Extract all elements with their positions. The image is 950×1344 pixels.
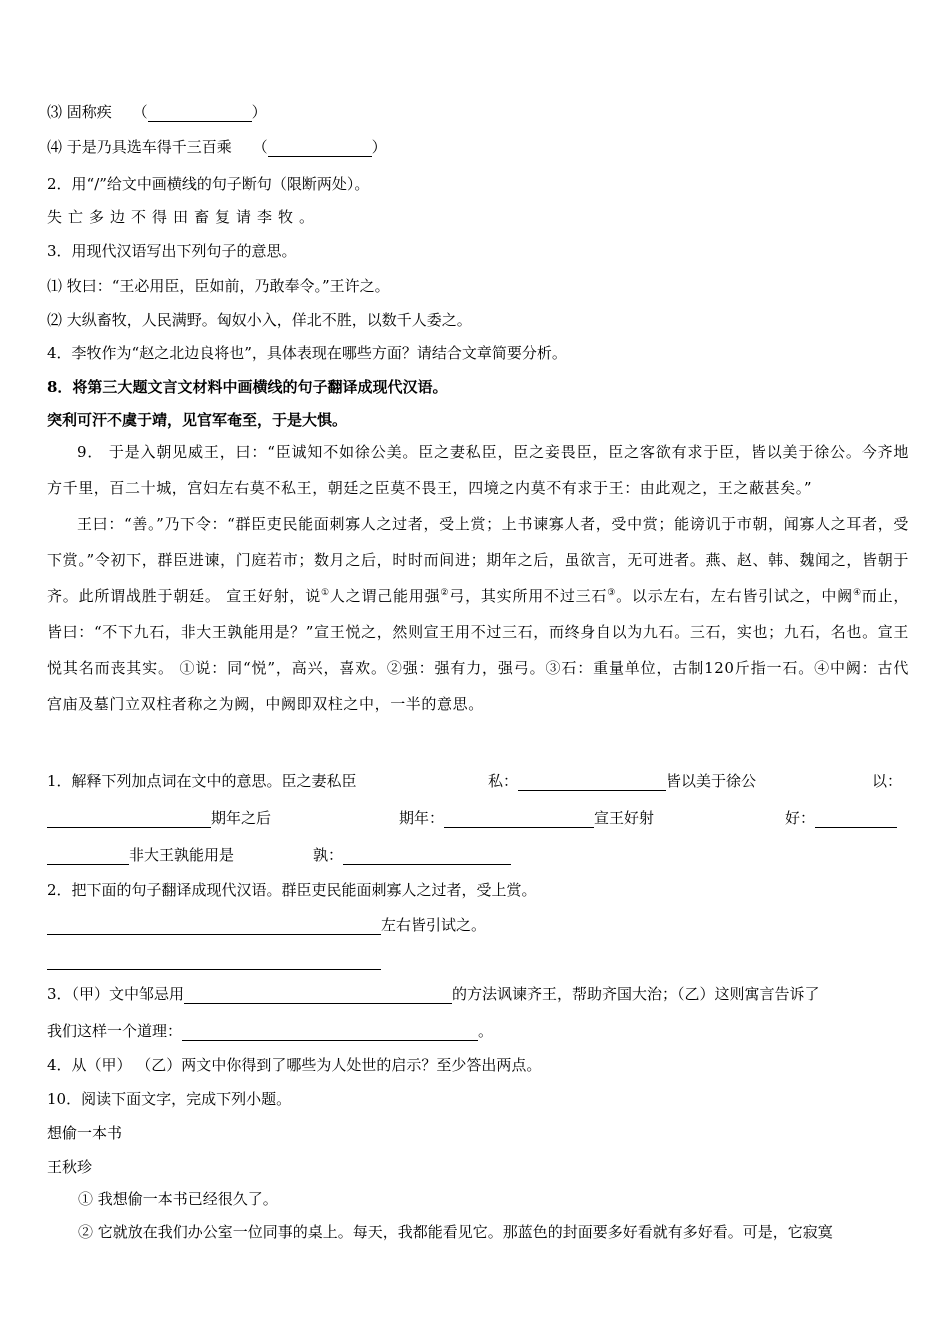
q9-q1-row3: 非大王孰能用是 <box>47 845 234 865</box>
q8-prompt: 8．将第三大题文言文材料中画横线的句子翻译成现代汉语。 <box>47 378 448 396</box>
footnote-marker: ④ <box>852 588 862 598</box>
answer-blank[interactable] <box>47 918 381 935</box>
q4-prompt: 4．李牧作为“赵之北边良将也”，具体表现在哪些方面？请结合文章简要分析。 <box>47 344 567 362</box>
q9-q1-a: 私： 皆以美于徐公 <box>488 772 757 790</box>
q9-q2-row3 <box>47 950 381 970</box>
q9-q1-d: 好： <box>785 808 897 828</box>
answer-blank[interactable] <box>184 987 452 1004</box>
answer-blank[interactable] <box>148 105 252 122</box>
q9-q1-row2: 期年之后 <box>47 808 271 828</box>
answer-blank[interactable] <box>182 1024 478 1041</box>
q2-sentence: 失亡多边不得田畜复请李牧。 <box>47 208 321 226</box>
answer-blank[interactable] <box>47 811 211 828</box>
q10-paragraph-1: ① 我想偷一本书已经很久了。 <box>78 1190 278 1208</box>
q10-paragraph-2: ② 它就放在我们办公室一位同事的桌上。每天，我都能看见它。那蓝色的封面要多好看就有多好看。可是，它寂寞 <box>78 1223 833 1241</box>
answer-blank[interactable] <box>47 953 381 970</box>
q9-q2-prompt: 2．把下面的句子翻译成现代汉语。群臣吏民能面刺寡人之过者，受上赏。 <box>47 881 537 899</box>
q9-q1-e: 孰： <box>313 845 511 865</box>
q9-paragraph-2: 王曰：“善。”乃下令：“群臣吏民能面刺寡人之过者，受上赏；上书谏寡人者，受中赏；能谤讥于市朝，闻寡人之耳者，受下赏。”令初下，群臣进谏，门庭若市；数月之后，时时而间进；期年之后，虽欲言，无可进者。燕、赵、韩、魏闻之，皆朝于齐。此所谓战胜于朝廷。 宣王好射，说①人之谓己能用强②弓，其实所用不过三石③。以示左右，左右皆引试之，中阙④而止，皆曰：“不下九石，非大王孰能用是？”宣王悦之，然则宣王用不过三石，而终身自以为九石。三石，实也；九石，名也。宣王悦其名而丧其实。 ①说：同“悦”，高兴，喜欢。②强：强有力，强弓。③石：重量单位，古制120斤指一石。④中阙：古代宫庙及墓门立双柱者称之为阙，中阙即双柱之中，一半的意思。 <box>47 515 909 713</box>
footnote-marker: ③ <box>607 588 617 598</box>
q9-q2-row2: 左右皆引试之。 <box>47 915 486 935</box>
q10-prompt: 10．阅读下面文字，完成下列小题。 <box>47 1090 292 1108</box>
q10-title: 想偷一本书 <box>47 1124 123 1142</box>
q3-item-4: ⑷ 于是乃具选车得千三百乘 （ ） <box>47 138 387 156</box>
q3-prompt: 3．用现代汉语写出下列句子的意思。 <box>47 242 297 260</box>
q3-sentence-2: ⑵ 大纵畜牧，人民满野。匈奴小入，佯北不胜，以数千人委之。 <box>47 311 472 329</box>
q2-prompt: 2．用“/”给文中画横线的句子断句（限断两处）。 <box>47 175 370 193</box>
q3-item-3: ⑶ 固称疾 （ ） <box>47 103 267 121</box>
q9-passage <box>47 434 909 722</box>
q9-q4-prompt: 4．从（甲） （乙）两文中你得到了哪些为人处世的启示？至少答出两点。 <box>47 1056 542 1074</box>
q9-notes: ①说：同“悦”，高兴，喜欢。②强：强有力，强弓。③石：重量单位，古制120斤指一石。④中阙：古代宫庙及墓门立双柱者称之为阙，中阙即双柱之中，一半的意思。 <box>47 659 909 713</box>
q3-sentence-1: ⑴ 牧曰：“王必用臣，臣如前，乃敢奉令。”王许之。 <box>47 277 390 295</box>
answer-blank[interactable] <box>47 848 129 865</box>
answer-blank[interactable] <box>343 848 511 865</box>
q10-author: 王秋珍 <box>47 1158 93 1176</box>
footnote-marker: ② <box>440 588 450 598</box>
answer-blank[interactable] <box>518 774 666 791</box>
q9-q3-line2: 我们这样一个道理： 。 <box>47 1022 494 1040</box>
q9-q3-line1: 3．（甲）文中邹忌用 的方法讽谏齐王，帮助齐国大治；（乙）这则寓言告诉了 <box>47 985 820 1003</box>
answer-blank[interactable] <box>268 140 372 157</box>
q9-q1-b-label: 以： <box>872 772 903 790</box>
q9-q1-c: 期年： 宣王好射 <box>399 809 655 827</box>
footnote-marker: ① <box>321 588 330 598</box>
answer-blank[interactable] <box>815 811 897 828</box>
q8-sentence: 突利可汗不虞于靖，见官军奄至，于是大惧。 <box>47 411 348 429</box>
answer-blank[interactable] <box>444 811 594 828</box>
q9-paragraph-1: 9． 于是入朝见威王，曰：“臣诚知不如徐公美。臣之妻私臣，臣之妾畏臣，臣之客欲有求于臣，皆以美于徐公。今齐地方千里，百二十城，宫妇左右莫不私王，朝廷之臣莫不畏王，四境之内莫不有求于王：由此观之，王之蔽甚矣。” <box>47 443 909 497</box>
q9-q1-prompt: 1．解释下列加点词在文中的意思。臣之妻私臣 <box>47 772 357 790</box>
